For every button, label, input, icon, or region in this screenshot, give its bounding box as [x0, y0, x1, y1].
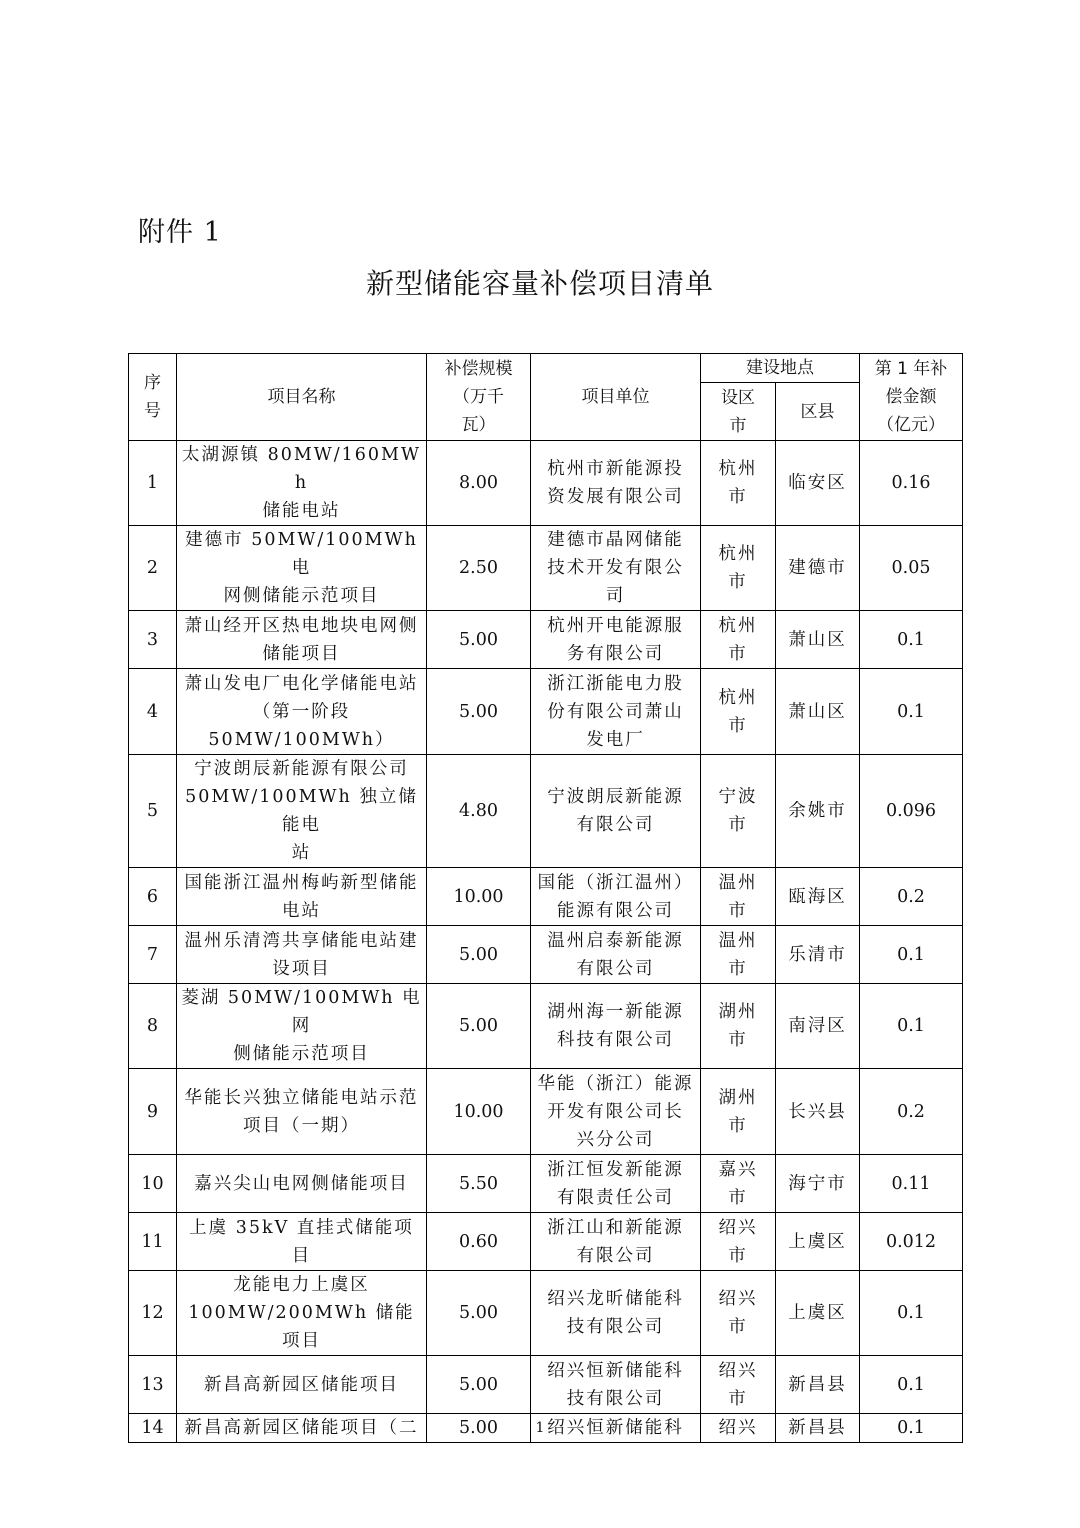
row-scale: 2.50: [427, 526, 531, 611]
row-amount: 0.05: [860, 526, 963, 611]
row-county: 瓯海区: [776, 868, 860, 926]
table-row: [129, 1069, 963, 1155]
header-amount: 第 1 年补 偿金额 （亿元）: [860, 354, 963, 441]
row-city: 嘉兴 市: [701, 1155, 776, 1213]
row-scale: 5.00: [427, 1356, 531, 1414]
row-unit: 湖州海一新能源 科技有限公司: [531, 984, 701, 1069]
row-county: 余姚市: [776, 755, 860, 868]
project-table: [128, 353, 963, 1443]
row-scale: 5.00: [427, 611, 531, 669]
row-city: 杭州 市: [701, 611, 776, 669]
row-project-name: 上虞 35kV 直挂式储能项目: [177, 1213, 427, 1271]
row-amount: 0.1: [860, 1271, 963, 1356]
header-seq: 序 号: [129, 354, 177, 441]
row-city: 杭州 市: [701, 441, 776, 526]
header-city: 设区 市: [701, 383, 776, 441]
row-amount: 0.012: [860, 1213, 963, 1271]
row-unit: 绍兴恒新储能科: [531, 1414, 701, 1443]
row-seq: 8: [129, 984, 177, 1069]
row-scale: 5.50: [427, 1155, 531, 1213]
table-row: [129, 441, 963, 526]
row-scale: 5.00: [427, 1271, 531, 1356]
row-unit: 绍兴龙昕储能科 技有限公司: [531, 1271, 701, 1356]
row-seq: 14: [129, 1414, 177, 1443]
row-city: 绍兴 市: [701, 1213, 776, 1271]
row-seq: 13: [129, 1356, 177, 1414]
row-amount: 0.11: [860, 1155, 963, 1213]
table-row: [129, 1356, 963, 1414]
row-county: 新昌县: [776, 1414, 860, 1443]
row-county: 乐清市: [776, 926, 860, 984]
row-project-name: 宁波朗辰新能源有限公司 50MW/100MWh 独立储能电 站: [177, 755, 427, 868]
row-scale: 5.00: [427, 926, 531, 984]
header-county: 区县: [776, 383, 860, 441]
row-project-name: 萧山经开区热电地块电网侧 储能项目: [177, 611, 427, 669]
page-number: 1: [535, 1420, 545, 1436]
row-county: 上虞区: [776, 1213, 860, 1271]
row-unit: 杭州开电能源服 务有限公司: [531, 611, 701, 669]
row-city: 绍兴: [701, 1414, 776, 1443]
row-scale: 5.00: [427, 1414, 531, 1443]
table-row: [129, 926, 963, 984]
row-amount: 0.1: [860, 1414, 963, 1443]
row-seq: 10: [129, 1155, 177, 1213]
row-scale: 8.00: [427, 441, 531, 526]
header-location: 建设地点: [701, 354, 860, 383]
row-scale: 10.00: [427, 1069, 531, 1155]
row-amount: 0.2: [860, 1069, 963, 1155]
row-amount: 0.1: [860, 669, 963, 755]
row-scale: 4.80: [427, 755, 531, 868]
row-scale: 10.00: [427, 868, 531, 926]
table-row: [129, 611, 963, 669]
row-unit: 温州启泰新能源 有限公司: [531, 926, 701, 984]
row-seq: 1: [129, 441, 177, 526]
row-county: 临安区: [776, 441, 860, 526]
row-project-name: 华能长兴独立储能电站示范 项目（一期）: [177, 1069, 427, 1155]
row-city: 绍兴 市: [701, 1271, 776, 1356]
row-unit: 绍兴恒新储能科 技有限公司: [531, 1356, 701, 1414]
table-header: [129, 354, 963, 441]
table-row: [129, 526, 963, 611]
row-project-name: 龙能电力上虞区 100MW/200MWh 储能项目: [177, 1271, 427, 1356]
row-amount: 0.096: [860, 755, 963, 868]
header-unit: 项目单位: [531, 354, 701, 441]
row-project-name: 国能浙江温州梅屿新型储能 电站: [177, 868, 427, 926]
table-row: [129, 868, 963, 926]
row-county: 南浔区: [776, 984, 860, 1069]
table-row: [129, 1213, 963, 1271]
row-seq: 9: [129, 1069, 177, 1155]
row-city: 温州 市: [701, 868, 776, 926]
row-amount: 0.1: [860, 926, 963, 984]
row-amount: 0.1: [860, 984, 963, 1069]
row-project-name: 新昌高新园区储能项目（二: [177, 1414, 427, 1443]
row-city: 宁波 市: [701, 755, 776, 868]
row-unit: 宁波朗辰新能源 有限公司: [531, 755, 701, 868]
row-seq: 5: [129, 755, 177, 868]
row-seq: 7: [129, 926, 177, 984]
row-city: 湖州 市: [701, 984, 776, 1069]
header-name: 项目名称: [177, 354, 427, 441]
row-scale: 0.60: [427, 1213, 531, 1271]
row-seq: 2: [129, 526, 177, 611]
table-row: [129, 1271, 963, 1356]
row-county: 建德市: [776, 526, 860, 611]
row-amount: 0.16: [860, 441, 963, 526]
row-county: 新昌县: [776, 1356, 860, 1414]
row-project-name: 建德市 50MW/100MWh 电 网侧储能示范项目: [177, 526, 427, 611]
row-county: 萧山区: [776, 611, 860, 669]
row-unit: 国能（浙江温州） 能源有限公司: [531, 868, 701, 926]
row-scale: 5.00: [427, 669, 531, 755]
row-project-name: 新昌高新园区储能项目: [177, 1356, 427, 1414]
row-scale: 5.00: [427, 984, 531, 1069]
row-county: 萧山区: [776, 669, 860, 755]
row-seq: 12: [129, 1271, 177, 1356]
row-amount: 0.2: [860, 868, 963, 926]
row-unit: 杭州市新能源投 资发展有限公司: [531, 441, 701, 526]
row-unit: 华能（浙江）能源 开发有限公司长 兴分公司: [531, 1069, 701, 1155]
row-project-name: 菱湖 50MW/100MWh 电网 侧储能示范项目: [177, 984, 427, 1069]
row-seq: 3: [129, 611, 177, 669]
row-city: 温州 市: [701, 926, 776, 984]
row-county: 海宁市: [776, 1155, 860, 1213]
row-city: 绍兴 市: [701, 1356, 776, 1414]
header-scale: 补偿规模 （万千 瓦）: [427, 354, 531, 441]
table-row: [129, 755, 963, 868]
row-seq: 11: [129, 1213, 177, 1271]
row-unit: 浙江恒发新能源 有限责任公司: [531, 1155, 701, 1213]
row-amount: 0.1: [860, 1356, 963, 1414]
table-row: [129, 1155, 963, 1213]
row-project-name: 太湖源镇 80MW/160MWh 储能电站: [177, 441, 427, 526]
row-unit: 浙江山和新能源 有限公司: [531, 1213, 701, 1271]
row-project-name: 温州乐清湾共享储能电站建 设项目: [177, 926, 427, 984]
row-county: 上虞区: [776, 1271, 860, 1356]
row-amount: 0.1: [860, 611, 963, 669]
row-city: 湖州 市: [701, 1069, 776, 1155]
row-project-name: 萧山发电厂电化学储能电站 （第一阶段 50MW/100MWh）: [177, 669, 427, 755]
row-county: 长兴县: [776, 1069, 860, 1155]
table-row: [129, 984, 963, 1069]
row-city: 杭州 市: [701, 526, 776, 611]
row-seq: 6: [129, 868, 177, 926]
row-unit: 浙江浙能电力股 份有限公司萧山 发电厂: [531, 669, 701, 755]
row-city: 杭州 市: [701, 669, 776, 755]
table-body: [129, 441, 963, 1443]
table-row: [129, 669, 963, 755]
row-project-name: 嘉兴尖山电网侧储能项目: [177, 1155, 427, 1213]
attachment-label: 附件 1: [138, 217, 222, 248]
row-unit: 建德市晶网储能 技术开发有限公 司: [531, 526, 701, 611]
row-seq: 4: [129, 669, 177, 755]
document-title: 新型储能容量补偿项目清单: [365, 267, 714, 300]
